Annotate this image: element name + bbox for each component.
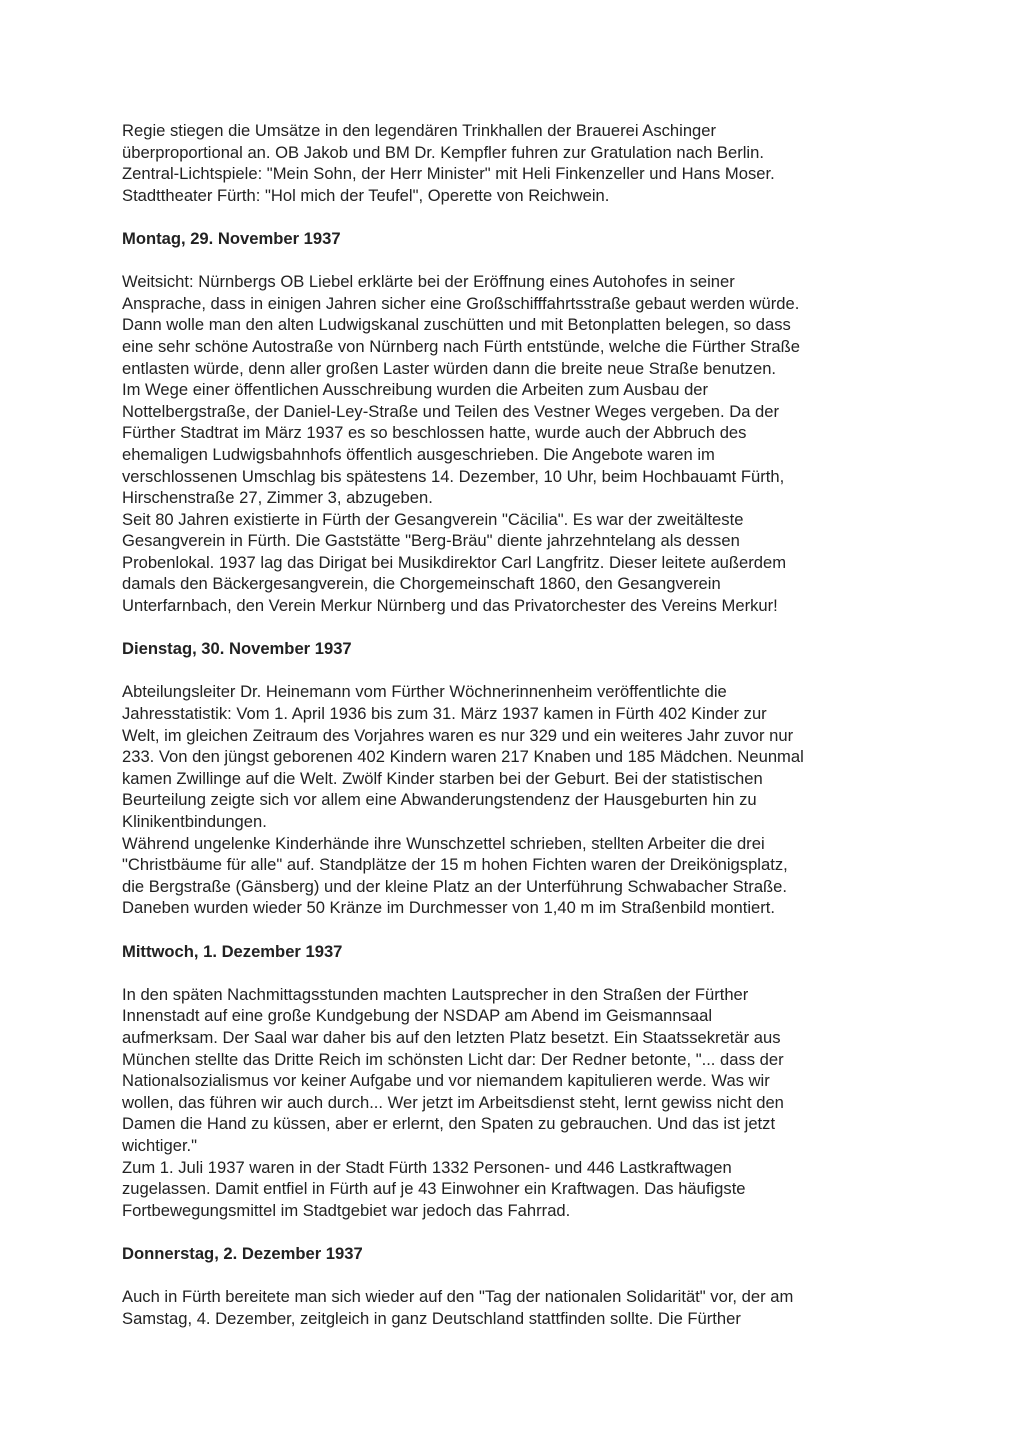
text-line: kamen Zwillinge auf die Welt. Zwölf Kinder starben bei der Geburt. Bei der statistischen <box>122 768 763 788</box>
text-line: damals den Bäckergesangverein, die Chorgemeinschaft 1860, den Gesangverein <box>122 574 721 594</box>
section-heading: Mittwoch, 1. Dezember 1937 <box>122 941 343 961</box>
text-line: aufmerksam. Der Saal war daher bis auf den letzten Platz besetzt. Ein Staatssekretär aus <box>122 1027 781 1047</box>
section-montag-29-november <box>122 228 912 617</box>
text-line: Auch in Fürth bereitete man sich wieder auf den "Tag der nationalen Solidarität" vor, der am <box>122 1287 794 1307</box>
text-line: Probenlokal. 1937 lag das Dirigat bei Musikdirektor Carl Langfritz. Dieser leitete außerdem <box>122 552 787 572</box>
section-heading: Montag, 29. November 1937 <box>122 228 341 248</box>
spacer <box>122 660 912 682</box>
text-line: Innenstadt auf eine große Kundgebung der NSDAP am Abend im Geismannsaal <box>122 1006 713 1026</box>
text-line: Abteilungsleiter Dr. Heinemann vom Fürther Wöchnerinnenheim veröffentlichte die <box>122 682 727 702</box>
spacer <box>122 1264 912 1286</box>
text-line: Im Wege einer öffentlichen Ausschreibung wurden die Arbeiten zum Ausbau der <box>122 380 709 400</box>
text-line: wichtiger." <box>122 1135 198 1155</box>
document-page <box>122 120 912 1329</box>
spacer <box>122 617 912 639</box>
spacer <box>122 1221 912 1243</box>
text-line: Fürther Stadtrat im März 1937 es so beschlossen hatte, wurde auch der Abbruch des <box>122 423 747 443</box>
spacer <box>122 250 912 272</box>
spacer <box>122 962 912 984</box>
text-line: Ansprache, dass in einigen Jahren sicher eine Großschifffahrtsstraße gebaut werden würde. <box>122 293 800 313</box>
text-line: ehemaligen Ludwigsbahnhofs öffentlich ausgeschrieben. Die Angebote waren im <box>122 444 715 464</box>
text-line: verschlossenen Umschlag bis spätestens 14. Dezember, 10 Uhr, beim Hochbauamt Fürth, <box>122 466 785 486</box>
text-line: Zentral-Lichtspiele: "Mein Sohn, der Herr Minister" mit Heli Finkenzeller und Hans Moser. <box>122 164 775 184</box>
text-line: Weitsicht: Nürnbergs OB Liebel erklärte bei der Eröffnung eines Autohofes in seiner <box>122 272 735 292</box>
text-line: 233. Von den jüngst geborenen 402 Kindern waren 217 Knaben und 185 Mädchen. Neunmal <box>122 747 804 767</box>
text-line: "Christbäume für alle" auf. Standplätze der 15 m hohen Fichten waren der Dreikönigsplatz, <box>122 855 788 875</box>
text-line: überproportional an. OB Jakob und BM Dr. Kempfler fuhren zur Gratulation nach Berlin. <box>122 142 764 162</box>
intro-paragraph <box>122 120 912 206</box>
text-line: Samstag, 4. Dezember, zeitgleich in ganz Deutschland stattfinden sollte. Die Fürther <box>122 1308 741 1328</box>
section-mittwoch-1-dezember <box>122 941 912 1222</box>
text-line: Jahresstatistik: Vom 1. April 1936 bis zum 31. März 1937 kamen in Fürth 402 Kinder zur <box>122 704 767 724</box>
text-line: Fortbewegungsmittel im Stadtgebiet war jedoch das Fahrrad. <box>122 1200 571 1220</box>
text-line: Nationalsozialismus vor keiner Aufgabe und vor niemandem kapitulieren werde. Was wir <box>122 1071 770 1091</box>
text-line: Daneben wurden wieder 50 Kränze im Durchmesser von 1,40 m im Straßenbild montiert. <box>122 898 775 918</box>
text-line: Nottelbergstraße, der Daniel-Ley-Straße und Teilen des Vestner Weges vergeben. Da der <box>122 401 780 421</box>
text-line: Stadttheater Fürth: "Hol mich der Teufel", Operette von Reichwein. <box>122 185 610 205</box>
text-line: eine sehr schöne Autostraße von Nürnberg nach Fürth entstünde, welche die Fürther Straße <box>122 336 800 356</box>
spacer <box>122 919 912 941</box>
section-donnerstag-2-dezember <box>122 1243 912 1329</box>
text-line: Seit 80 Jahren existierte in Fürth der Gesangverein "Cäcilia". Es war der zweitälteste <box>122 509 744 529</box>
text-line: Hirschenstraße 27, Zimmer 3, abzugeben. <box>122 488 433 508</box>
text-line: Beurteilung zeigte sich vor allem eine Abwanderungstendenz der Hausgeburten hin zu <box>122 790 757 810</box>
text-line: In den späten Nachmittagsstunden machten Lautsprecher in den Straßen der Fürther <box>122 984 749 1004</box>
text-line: entlasten würde, denn aller großen Laster würden dann die breite neue Straße benutzen. <box>122 358 777 378</box>
text-line: Dann wolle man den alten Ludwigskanal zuschütten und mit Betonplatten belegen, so dass <box>122 315 791 335</box>
text-line: Klinikentbindungen. <box>122 812 267 831</box>
section-heading: Dienstag, 30. November 1937 <box>122 639 352 659</box>
text-line: Unterfarnbach, den Verein Merkur Nürnberg und das Privatorchester des Vereins Merkur! <box>122 596 778 616</box>
text-line: die Bergstraße (Gänsberg) und der kleine Platz an der Unterführung Schwabacher Straße. <box>122 876 788 896</box>
text-line: zugelassen. Damit entfiel in Fürth auf je 43 Einwohner ein Kraftwagen. Das häufigste <box>122 1179 746 1199</box>
section-heading: Donnerstag, 2. Dezember 1937 <box>122 1243 363 1263</box>
text-line: Zum 1. Juli 1937 waren in der Stadt Fürth 1332 Personen- und 446 Lastkraftwagen <box>122 1157 732 1177</box>
text-line: Regie stiegen die Umsätze in den legendären Trinkhallen der Brauerei Aschinger <box>122 121 717 140</box>
text-line: Welt, im gleichen Zeitraum des Vorjahres waren es nur 329 und ein weiteres Jahr zuvor nur <box>122 725 794 745</box>
text-line: Damen die Hand zu küssen, aber er erlernt, den Spaten zu gebrauchen. Und das ist jetzt <box>122 1114 776 1134</box>
text-line: Während ungelenke Kinderhände ihre Wunschzettel schrieben, stellten Arbeiter die drei <box>122 833 765 853</box>
section-dienstag-30-november <box>122 638 912 919</box>
text-line: Gesangverein in Fürth. Die Gaststätte "Berg-Bräu" diente jahrzehntelang als dessen <box>122 531 740 551</box>
spacer <box>122 206 912 228</box>
text-line: wollen, das führen wir auch durch... Wer jetzt im Arbeitsdienst steht, lernt gewiss nicht den <box>122 1092 784 1112</box>
text-line: München stellte das Dritte Reich im schönsten Licht dar: Der Redner betonte, "... dass der <box>122 1049 784 1069</box>
